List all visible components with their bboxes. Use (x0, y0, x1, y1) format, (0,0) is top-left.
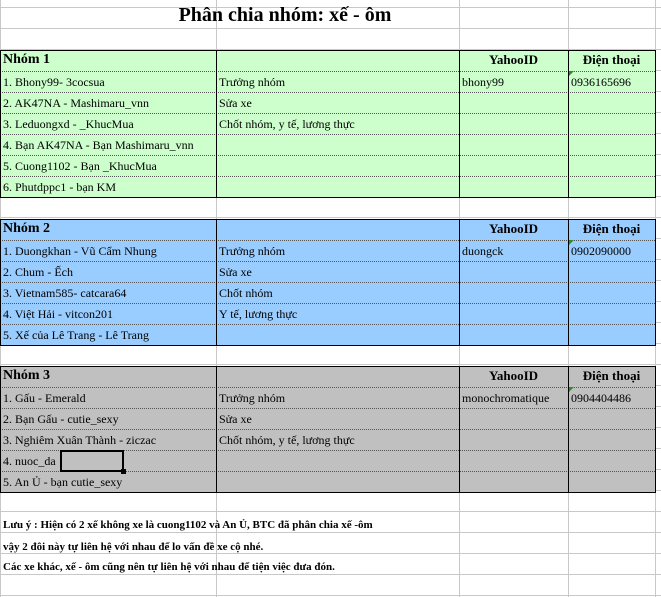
grid-row-line (0, 511, 661, 512)
grid-row-line (0, 28, 661, 29)
fill-handle-icon[interactable] (121, 469, 126, 474)
member-cell[interactable]: 5. Cuong1102 - Bạn _KhucMua (3, 159, 157, 173)
phone-header-cell[interactable]: Điện thoại (582, 368, 641, 383)
yahoo-cell[interactable]: bhony99 (462, 75, 504, 89)
member-cell[interactable]: 2. AK47NA - Mashimaru_vnn (3, 96, 149, 110)
role-cell[interactable]: Sửa xe (219, 265, 252, 279)
column-separator (216, 50, 217, 198)
note-line[interactable]: Lưu ý : Hiện có 2 xế không xe là cuong1102 và An Ủ, BTC đã phân chia xế -ôm (3, 519, 373, 531)
group-name-cell[interactable]: Nhóm 3 (3, 368, 51, 383)
member-cell[interactable]: 5. An Ủ - bạn cutie_sexy (3, 475, 123, 489)
member-cell[interactable]: 3. Vietnam585- catcara64 (3, 286, 127, 300)
role-cell[interactable]: Sửa xe (219, 96, 252, 110)
cell-indicator-icon (569, 240, 574, 245)
cell-indicator-icon (569, 387, 574, 392)
phone-header-cell[interactable]: Điện thoại (582, 52, 641, 67)
phone-cell[interactable]: 0936165696 (571, 75, 631, 89)
cell-indicator-icon (569, 71, 574, 76)
role-cell[interactable]: Trưởng nhóm (219, 244, 286, 258)
member-cell[interactable]: 4. nuoc_da (3, 454, 56, 468)
column-separator (459, 50, 460, 198)
sheet-title[interactable]: Phân chia nhóm: xế - ôm (178, 4, 392, 26)
grid-row-line (0, 217, 661, 218)
note-line[interactable]: Các xe khác, xế - ôm cũng nên tự liên hệ với nhau để tiện việc đưa đón. (3, 561, 335, 573)
role-cell[interactable]: Chốt nhóm, y tế, lương thực (219, 117, 355, 131)
yahoo-cell[interactable]: monochromatique (462, 391, 550, 405)
phone-cell[interactable]: 0904404486 (571, 391, 631, 405)
role-cell[interactable]: Chốt nhóm (219, 286, 273, 300)
grid-row-line (0, 364, 661, 365)
member-cell[interactable]: 1. Gấu - Emerald (3, 391, 86, 405)
role-cell[interactable]: Trưởng nhóm (219, 75, 286, 89)
role-cell[interactable]: Y tế, lương thực (219, 307, 298, 321)
member-cell[interactable]: 1. Duongkhan - Vũ Cẩm Nhung (3, 244, 157, 258)
member-cell[interactable]: 4. Bạn AK47NA - Bạn Mashimaru_vnn (3, 138, 194, 152)
member-cell[interactable]: 5. Xế của Lê Trang - Lê Trang (3, 328, 149, 342)
yahoo-cell[interactable]: duongck (462, 244, 504, 258)
column-separator (216, 219, 217, 346)
phone-header-cell[interactable]: Điện thoại (582, 221, 641, 236)
member-cell[interactable]: 6. Phutdppc1 - bạn KM (3, 180, 116, 194)
group-name-cell[interactable]: Nhóm 1 (3, 52, 51, 67)
grid-row-line (0, 595, 661, 596)
member-cell[interactable]: 4. Việt Hải - vitcon201 (3, 307, 114, 321)
yahoo-header-cell[interactable]: YahooID (488, 221, 539, 236)
row-separator (0, 387, 655, 388)
role-cell[interactable]: Sửa xe (219, 412, 252, 426)
yahoo-header-cell[interactable]: YahooID (488, 52, 539, 67)
member-cell[interactable]: 3. Leduongxd - _KhucMua (3, 117, 134, 131)
group-name-cell[interactable]: Nhóm 2 (3, 221, 51, 236)
active-cell-selection[interactable] (60, 450, 124, 472)
note-line[interactable]: vậy 2 đôi này tự liên hệ với nhau để lo vấn đề xe cộ nhé. (3, 541, 264, 553)
role-cell[interactable]: Trưởng nhóm (219, 391, 286, 405)
member-cell[interactable]: 2. Bạn Gấu - cutie_sexy (3, 412, 119, 426)
role-cell[interactable]: Chốt nhóm, y tế, lương thực (219, 433, 355, 447)
column-separator (216, 366, 217, 493)
row-separator (0, 261, 655, 262)
member-cell[interactable]: 1. Bhony99- 3cocsua (3, 75, 105, 89)
member-cell[interactable]: 3. Nghiêm Xuân Thành - ziczac (3, 433, 157, 447)
phone-cell[interactable]: 0902090000 (571, 244, 631, 258)
yahoo-header-cell[interactable]: YahooID (488, 368, 539, 383)
member-cell[interactable]: 2. Chum - Ếch (3, 265, 73, 279)
grid-col-line (655, 0, 656, 597)
